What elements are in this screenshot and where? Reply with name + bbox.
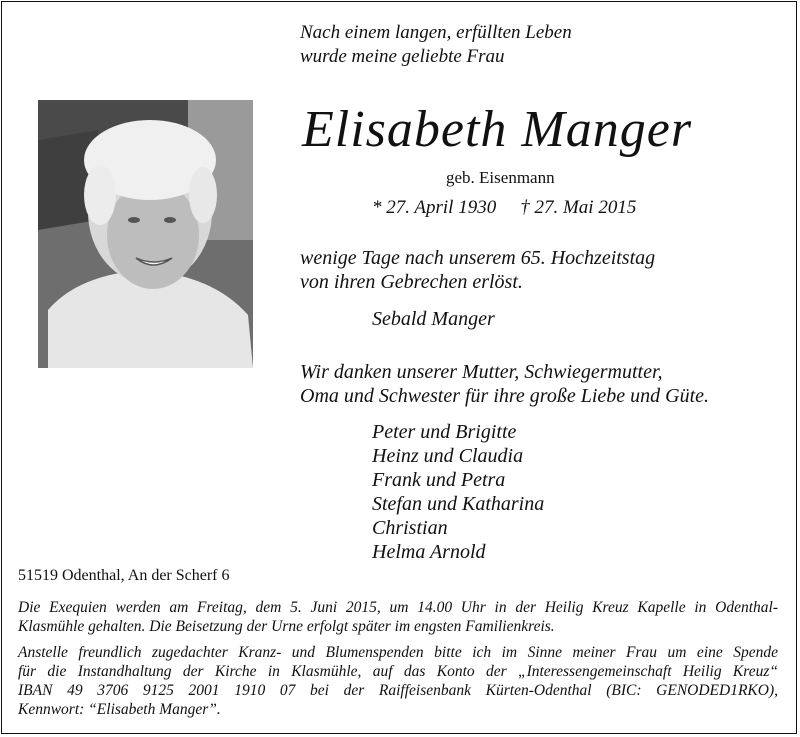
family-member: Frank und Petra [372, 469, 506, 491]
family-member: Christian [372, 517, 448, 539]
address: 51519 Odenthal, An der Scherf 6 [18, 567, 230, 584]
life-dates [372, 197, 636, 219]
funeral-notice [18, 598, 778, 636]
notice-line: für die Instandhaltung der Kirche in Klasmühle, auf das Konto der „Interessengemeinschaft Heilig Kreuz“ [18, 663, 778, 680]
notice-line: Anstelle freundlich zugedachter Kranz- und Blumenspenden bitte ich im Sinne meiner Frau um eine Spende [18, 644, 778, 661]
notice-line: IBAN 49 3706 9125 2001 1910 07 bei der Raiffeisenbank Kürten-Odenthal (BIC: GENODED1RKO), [18, 682, 778, 699]
message-line: von ihren Gebrechen erlöst. [300, 271, 523, 293]
message-line: wenige Tage nach unserem 65. Hochzeitstag [300, 247, 656, 269]
deceased-name: Elisabeth Manger [302, 101, 693, 158]
family-list [372, 420, 544, 564]
portrait-photo [38, 100, 253, 368]
intro-text [300, 21, 572, 69]
portrait-illustration [38, 100, 253, 368]
message-paragraph [300, 246, 655, 294]
donation-notice [18, 643, 778, 719]
birth-date: * 27. April 1930 [372, 197, 497, 218]
thanks-paragraph [300, 360, 709, 408]
husband-signature: Sebald Manger [372, 308, 495, 330]
thanks-line: Wir danken unserer Mutter, Schwiegermutter, [300, 361, 663, 383]
family-member: Helma Arnold [372, 541, 486, 563]
family-member: Peter und Brigitte [372, 421, 517, 443]
family-member: Stefan und Katharina [372, 493, 545, 515]
notice-line: Die Exequien werden am Freitag, dem 5. Juni 2015, um 14.00 Uhr in der Heilig Kreuz Kapelle in Odenthal- [18, 599, 778, 616]
maiden-name: geb. Eisenmann [446, 168, 555, 187]
notice-line: Kennwort: “Elisabeth Manger”. [18, 701, 221, 718]
family-member: Heinz und Claudia [372, 445, 524, 467]
thanks-line: Oma und Schwester für ihre große Liebe und Güte. [300, 385, 710, 407]
intro-line: Nach einem langen, erfüllten Leben [300, 22, 572, 43]
intro-line: wurde meine geliebte Frau [300, 46, 505, 67]
death-date: † 27. Mai 2015 [520, 197, 637, 218]
notice-line: Klasmühle gehalten. Die Beisetzung der Urne erfolgt später im engsten Familienkreis. [18, 618, 555, 635]
